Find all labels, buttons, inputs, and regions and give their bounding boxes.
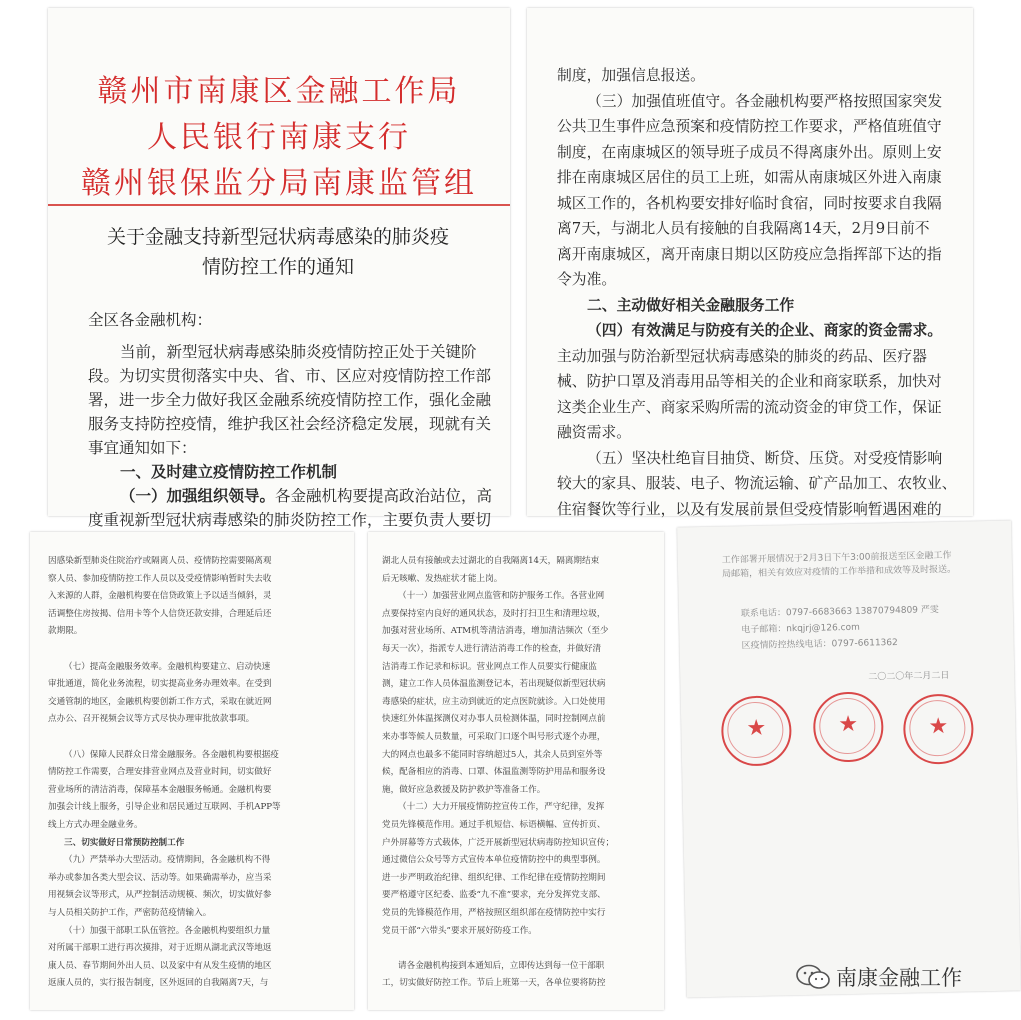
- document-page-1: [48, 8, 510, 529]
- body-line: 加强会计线上服务，引导企业和居民通过互联网、手机APP等: [48, 802, 281, 813]
- body-line: 当前，新型冠状病毒感染肺炎疫情防控正处于关键阶: [120, 343, 477, 361]
- body-line: 段。为切实贯彻落实中央、省、市、区应对疫情防控工作部: [88, 367, 492, 385]
- body-line: 住宿餐饮等行业，以及有发展前景但受疫情影响暂遇困难的: [557, 500, 942, 518]
- body-line: （十二）大力开展疫情防控宣传工作，严守纪律，发挥: [398, 802, 605, 813]
- letterhead: [48, 8, 510, 206]
- body-line: 通过微信公众号等方式宣传本单位疫情防控中的典型事例。: [382, 855, 606, 866]
- document-page-4: [368, 532, 664, 1010]
- body-line: 城区工作的，各机构要安排好临时食宿，同时按要求自我隔: [557, 194, 942, 212]
- body-line: 离开南康城区，离开南康日期以区防疫应急指挥部下达的指: [557, 245, 942, 263]
- body-line: 工，切实做好防控工作。节后上班第一天，各单位要将防控: [382, 978, 606, 989]
- body-line: 制度，在南康城区的领导班子成员不得离康外出。原则上安: [557, 143, 942, 161]
- body-line: 营业场所的清洁消毒，保障基本金融服务畅通。金融机构要: [48, 784, 272, 795]
- body-line: 情防控工作需要，合理安排营业网点及营业时间，切实做好: [48, 767, 272, 778]
- body-line: （四）有效满足与防疫有关的企业、商家的资金需求。: [587, 322, 943, 339]
- document-page-2: [527, 8, 973, 516]
- watermark-text: 南康金融工作: [836, 966, 962, 990]
- body-line: 来办事等候人员数量，可采取门口逐个叫号形式逐个办理，: [382, 732, 606, 742]
- body-line: 察人员、参加疫情防控工作人员以及受疫情影响暂时失去收: [48, 573, 272, 584]
- body-line: 返康人员的，实行报告制度，区外返回的自我隔离7天，与: [48, 978, 269, 989]
- body-line: 康人员、春节期间外出人员、以及家中有从发生疫情的地区: [48, 960, 272, 971]
- body-line: 离7天，与湖北人员有接触的自我隔离14天，2月9日前不: [557, 220, 930, 237]
- body-line: 这类企业生产、商家采购所需的流动资金的审贷工作，保证: [557, 398, 942, 416]
- body-line: 要严格遵守区纪委、监委“九不准”要求，充分发挥党支部、: [382, 890, 606, 901]
- body-line: 线上方式办理金融业务。: [48, 820, 143, 830]
- letterhead-line-3: 赣州银保监分局南康监管组: [81, 166, 477, 201]
- body-line: 点办公、召开视频会议等方式尽快办理审批放款事项。: [48, 714, 255, 725]
- body-line: 快速红外体温探测仪对办事人员检测体温，同时控制网点前: [382, 714, 606, 725]
- body-line: （九）严禁举办大型活动。疫情期间，各金融机构不得: [64, 855, 271, 866]
- body-line: 测，建立工作人员体温监测登记本，若出现疑似新型冠状病: [382, 679, 606, 690]
- body-line: 二、主动做好相关金融服务工作: [587, 296, 795, 314]
- issue-date: 二〇二〇年二月二日: [868, 670, 950, 683]
- body-line: 与人员相关防护工作，严密防范疫情输入。: [48, 908, 212, 918]
- official-seal-icon: ★: [903, 693, 974, 764]
- contact-email: 电子邮箱：nkqjrj@126.com: [741, 622, 860, 636]
- body-line: 事宜通知如下：: [88, 439, 197, 457]
- body-line: 大的网点也最多不能同时容纳超过5人，其余人员到室外等: [382, 749, 603, 760]
- body-line: 施，做好应急救援及防护救护等准备工作。: [382, 784, 546, 795]
- body-line: 款期限。: [48, 626, 83, 637]
- document-title-line-2: 情防控工作的通知: [201, 256, 354, 278]
- body-line: 入来源的人群，金融机构要在信贷政策上予以适当倾斜，灵: [48, 591, 272, 602]
- report-line-2: 局邮箱，相关有效应对疫情的工作举措和成效等及时报送。: [722, 564, 957, 580]
- section-heading-1: 一、及时建立疫情防控工作机制: [120, 462, 338, 481]
- body-line: 主动加强与防治新型冠状病毒感染的肺炎的药品、医疗器: [557, 347, 927, 365]
- letterhead-line-2: 人民银行南康支行: [147, 120, 411, 155]
- body-line: 械、防护口罩及消毒用品等相关的企业和商家联系，加快对: [557, 373, 942, 390]
- body-line: 公共卫生事件应急预案和疫情防控工作要求，严格值班值守: [557, 118, 942, 135]
- body-line: 候，配备相应的消毒、口罩、体温监测等防护用品和服务设: [382, 767, 606, 778]
- body-line: 党员干部“六带头”要求开展好防疫工作。: [382, 925, 537, 936]
- wechat-icon: [796, 964, 830, 990]
- document-page-3: [30, 532, 354, 1010]
- contact-phone: 联系电话：0797-6683663 13870794809 严雯: [740, 605, 939, 620]
- item-1-text: 各金融机构要提高政治站位，高: [275, 487, 493, 505]
- item-1-label: （一）加强组织领导。: [120, 486, 276, 505]
- body-line: 署，进一步全力做好我区金融系统疫情防控工作，强化金融: [88, 391, 492, 409]
- body-line: 用视频会议等形式，从严控制活动规模、频次，切实做好参: [48, 890, 272, 901]
- body-line: 交通管制的地区，金融机构要创新工作方式，采取在就近网: [48, 696, 272, 707]
- body-line: （十一）加强营业网点监管和防护服务工作。各营业网: [398, 591, 605, 602]
- body-line: 服务支持防控疫情，维护我区社会经济稳定发展，现就有关: [88, 415, 492, 433]
- body-line: 请各金融机构接到本通知后，立即传达到每一位干部职: [398, 960, 605, 971]
- greeting: 全区各金融机构：: [88, 311, 213, 329]
- body-line: 审批通道，简化业务流程，切实提高业务办理效率。在受到: [48, 679, 272, 690]
- body-line: 三、切实做好日常预防控制工作: [64, 837, 185, 848]
- body-line: 举办或参加各类大型会议、活动等。如果确需举办，应当采: [48, 872, 272, 883]
- official-seal-icon: ★: [813, 691, 884, 762]
- body-line: 排在南康城区居住的员工上班，如需从南康城区外进入南康: [557, 169, 942, 186]
- body-line: 进一步严明政治纪律、组织纪律、工作纪律在疫情防控期间: [382, 872, 606, 883]
- body-line: 毒感染的症状，应主动到就近的定点医院就诊。入口处使用: [382, 696, 606, 707]
- body-line: 令为准。: [557, 271, 617, 288]
- body-line: 加强对营业场所、ATM机等清洁消毒，增加清洁频次（至少: [382, 626, 609, 637]
- body-line: （八）保障人民群众日常金融服务。各金融机构要根据疫: [64, 749, 279, 760]
- item-1-line: [120, 484, 492, 506]
- body-line: 户外屏幕等方式载体，广泛开展新型冠状病毒防控知识宣传；: [382, 837, 615, 848]
- body-line: 点要保持室内良好的通风状态，及时打扫卫生和清理垃圾，: [382, 608, 606, 619]
- body-line: （三）加强值班值守。各金融机构要严格按照国家突发: [587, 92, 943, 110]
- body-line: （五）坚决杜绝盲目抽贷、断贷、压贷。对受疫情影响: [587, 449, 943, 467]
- hotline: 区疫情防控热线电话：0797-6611362: [741, 637, 898, 652]
- body-line: 湖北人员有接触或去过湖北的自我隔离14天，隔离期结束: [382, 556, 600, 566]
- body-line: 党员的先锋模范作用，严格按照区组织部在疫情防控中实行: [382, 908, 606, 918]
- body-line: 后无咳嗽、发热症状才能上岗。: [382, 573, 503, 584]
- letterhead-line-1: 赣州市南康区金融工作局: [97, 74, 461, 109]
- body-line: （十）加强干部职工队伍管控。各金融机构要组织力量: [64, 925, 271, 936]
- body-line: 制度，加强信息报送。: [557, 67, 705, 84]
- body-line: 较大的家具、服装、电子、物流运输、矿产品加工、农牧业、: [557, 475, 957, 492]
- document-title-line-1: 关于金融支持新型冠状病毒感染的肺炎疫: [106, 226, 449, 248]
- body-line: 洁消毒工作记录和标识。营业网点工作人员要实行健康监: [382, 661, 597, 672]
- body-line: 党员先锋模范作用。通过手机短信、标语横幅、宣传折页、: [382, 820, 606, 830]
- body-line: 活调整住房按揭、信用卡等个人信贷还款安排，合理延后还: [48, 608, 272, 619]
- report-line-1: 工作部署开展情况于2月3日下午3:00前报送至区金融工作: [721, 550, 952, 566]
- body-line: 度重视新型冠状病毒感染的肺炎防控工作，主要负责人要切: [88, 511, 492, 529]
- official-seal-icon: ★: [721, 695, 792, 766]
- body-line: 因感染新型肺炎住院治疗或隔离人员、疫情防控需要隔离观: [48, 556, 272, 566]
- body-line: 每天一次），指派专人进行清洁消毒工作的检查，并做好清: [382, 644, 602, 654]
- body-line: （七）提高金融服务效率。金融机构要建立、启动快速: [64, 661, 271, 672]
- body-line: 融资需求。: [557, 424, 631, 441]
- body-line: 对所属干部职工进行再次摸排，对于近期从湖北武汉等地返: [48, 943, 272, 954]
- document-page-5: [677, 521, 1021, 998]
